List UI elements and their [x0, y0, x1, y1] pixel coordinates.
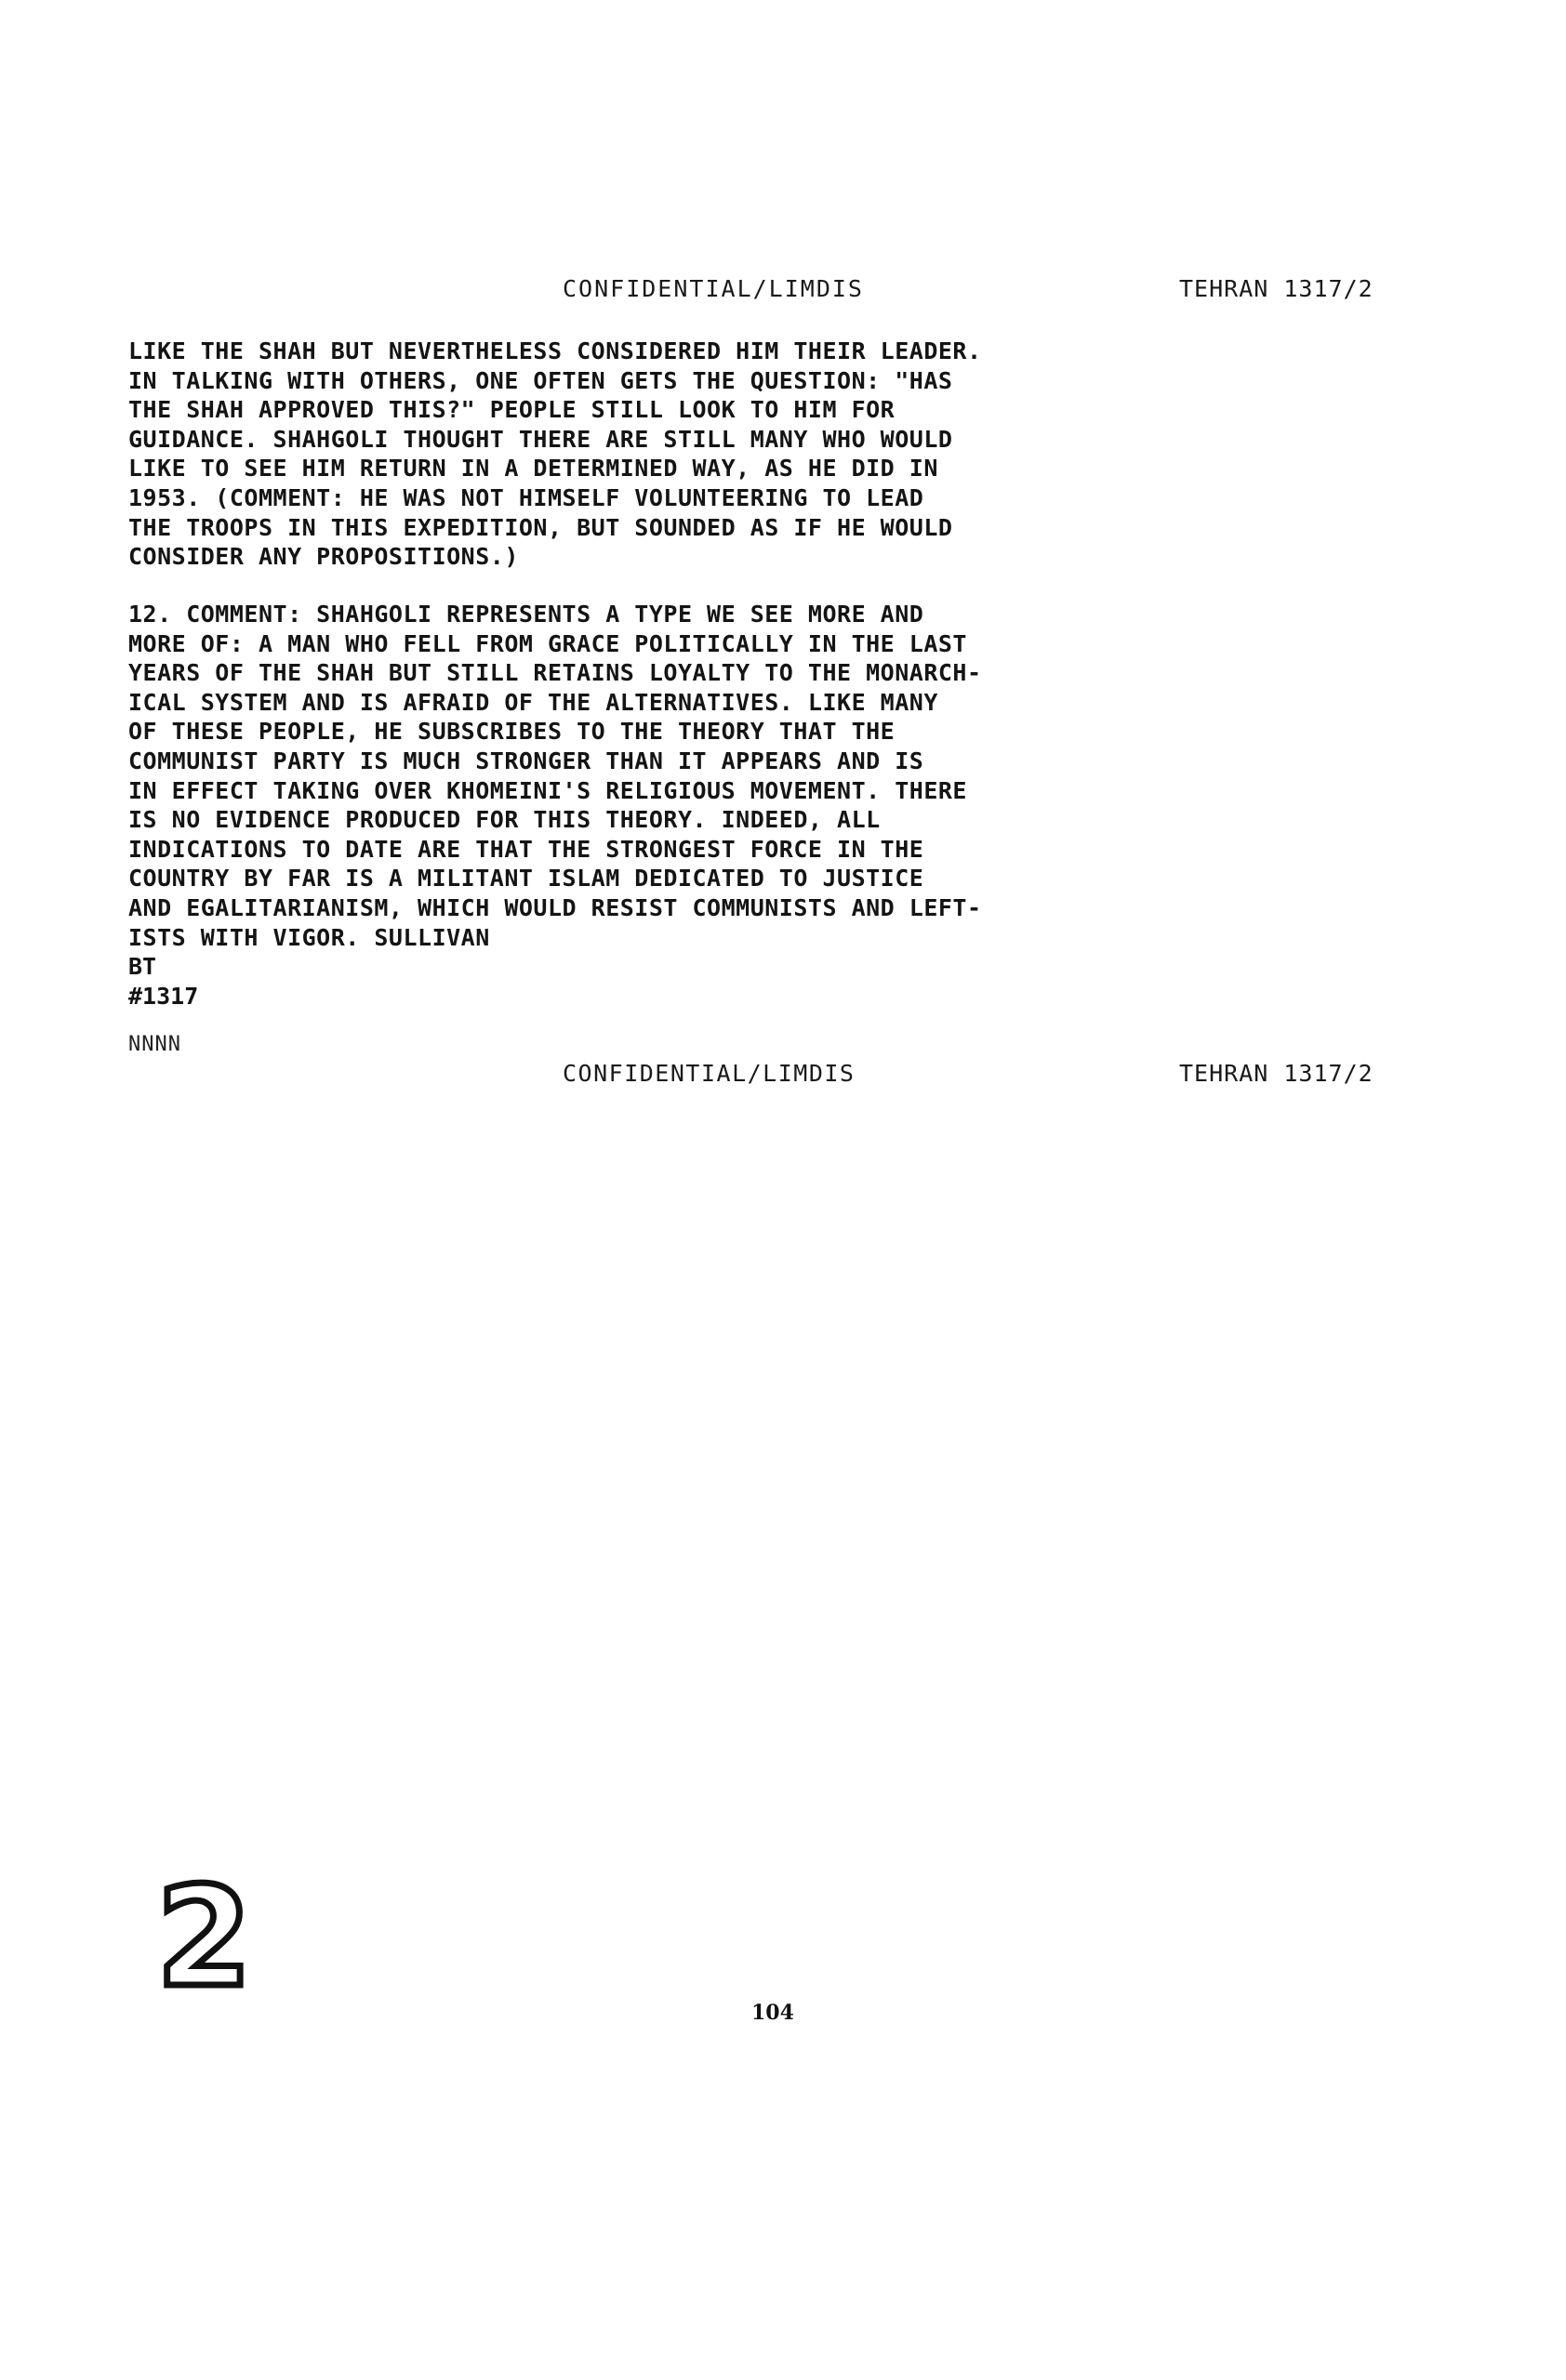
- text-line: CONSIDER ANY PROPOSITIONS.): [128, 543, 519, 571]
- footer-reference: TEHRAN 1317/2: [1179, 1060, 1374, 1087]
- text-line: MORE OF: A MAN WHO FELL FROM GRACE POLITICALLY IN THE LAST: [128, 629, 967, 657]
- text-line: AND EGALITARIANISM, WHICH WOULD RESIST COMMUNISTS AND LEFT-: [128, 893, 982, 921]
- section-number-mark: 2: [156, 1858, 252, 2017]
- text-line: ICAL SYSTEM AND IS AFRAID OF THE ALTERNATIVES. LIKE MANY: [128, 688, 938, 716]
- end-marker: NNNN: [128, 1033, 181, 1056]
- text-line: YEARS OF THE SHAH BUT STILL RETAINS LOYALTY TO THE MONARCH-: [128, 659, 982, 687]
- paragraph-continued: [128, 337, 982, 572]
- text-line: THE TROOPS IN THIS EXPEDITION, BUT SOUNDED AS IF HE WOULD: [128, 513, 953, 541]
- footer-classification: CONFIDENTIAL/LIMDIS: [563, 1060, 856, 1087]
- text-line: OF THESE PEOPLE, HE SUBSCRIBES TO THE THEORY THAT THE: [128, 718, 896, 746]
- message-number: #1317: [128, 982, 199, 1010]
- text-line: THE SHAH APPROVED THIS?" PEOPLE STILL LOOK TO HIM FOR: [128, 396, 896, 424]
- text-line: 1953. (COMMENT: HE WAS NOT HIMSELF VOLUNTEERING TO LEAD: [128, 483, 924, 511]
- text-line: 12. COMMENT: SHAHGOLI REPRESENTS A TYPE WE SEE MORE AND: [128, 601, 924, 628]
- paragraph-12: [128, 600, 982, 952]
- page-number: 104: [751, 2001, 794, 2025]
- text-line: LIKE TO SEE HIM RETURN IN A DETERMINED WAY, AS HE DID IN: [128, 455, 938, 483]
- text-line: COMMUNIST PARTY IS MUCH STRONGER THAN IT APPEARS AND IS: [128, 747, 924, 774]
- text-line: LIKE THE SHAH BUT NEVERTHELESS CONSIDERED HIM THEIR LEADER.: [128, 337, 982, 364]
- bt-marker: BT: [128, 953, 157, 980]
- text-line: GUIDANCE. SHAHGOLI THOUGHT THERE ARE STILL MANY WHO WOULD: [128, 425, 953, 453]
- text-line: COUNTRY BY FAR IS A MILITANT ISLAM DEDICATED TO JUSTICE: [128, 865, 924, 892]
- text-line: IS NO EVIDENCE PRODUCED FOR THIS THEORY. INDEED, ALL: [128, 806, 881, 834]
- text-line: IN EFFECT TAKING OVER KHOMEINI'S RELIGIOUS MOVEMENT. THERE: [128, 776, 967, 804]
- message-tail: [128, 952, 198, 1011]
- text-line: ISTS WITH VIGOR. SULLIVAN: [128, 923, 490, 951]
- header-reference: TEHRAN 1317/2: [1179, 275, 1374, 302]
- text-line: INDICATIONS TO DATE ARE THAT THE STRONGEST FORCE IN THE: [128, 835, 924, 863]
- header-classification: CONFIDENTIAL/LIMDIS: [563, 275, 864, 302]
- text-line: IN TALKING WITH OTHERS, ONE OFTEN GETS THE QUESTION: "HAS: [128, 366, 953, 394]
